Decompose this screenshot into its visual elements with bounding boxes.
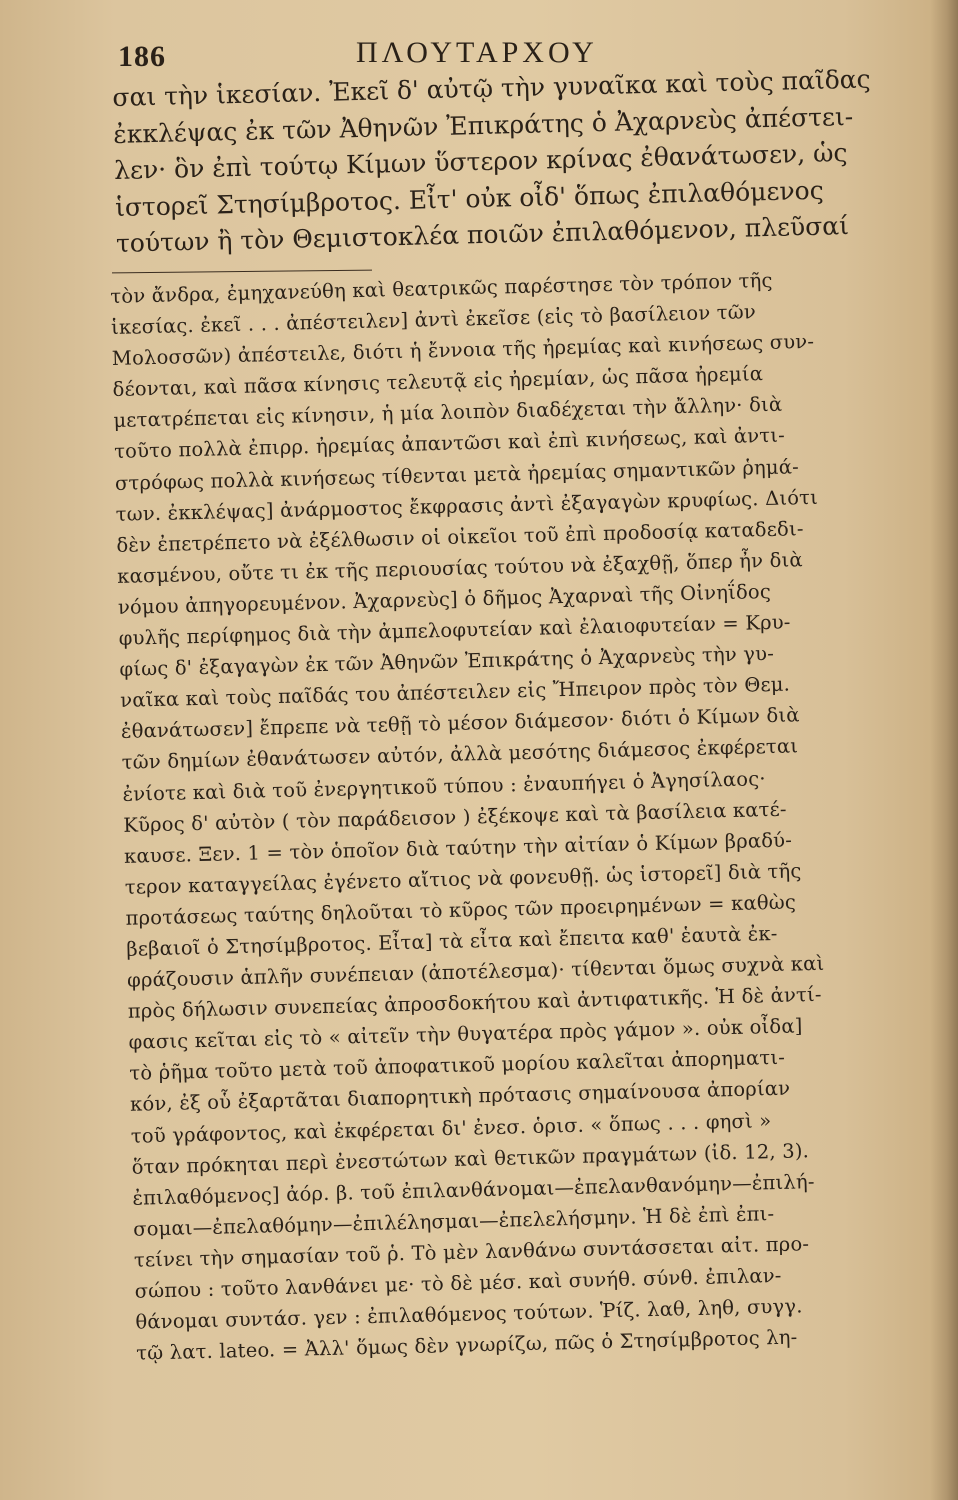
note-line: σομαι—ἐπελαθόμην—ἐπιλέλησμαι—ἐπελελήσμην. Ἡ δὲ ἐπὶ ἐπι- — [132, 1201, 775, 1241]
note-line: ἐπιλαθόμενος] ἀόρ. β. τοῦ ἐπιλανθάνομαι—ἐπελανθανόμην—ἐπιλή- — [132, 1169, 815, 1210]
note-line: φίως δ' ἐξαγαγὼν ἐκ τῶν Ἀθηνῶν Ἐπικράτης ὁ Ἀχαρνεὺς τὴν γυ- — [119, 642, 775, 682]
note-line: πρὸς δήλωσιν συνεπείας ἀπροσδοκήτου καὶ ἀντιφατικῆς. Ἡ δὲ ἀντί- — [127, 982, 822, 1023]
note-line: τὸ ῥῆμα τοῦτο μετὰ τοῦ ἀποφατικοῦ μορίου καλεῖται ἀπορηματι- — [129, 1046, 786, 1086]
note-line: τείνει τὴν σημασίαν τοῦ ῥ. Τὸ μὲν λανθάνω συντάσσεται αἰτ. προ- — [133, 1232, 810, 1272]
note-line: τερον καταγγείλας ἐγένετο αἴτιος νὰ φονευθῇ. ὡς ἱστορεῖ] διὰ τῆς — [124, 859, 802, 899]
note-line: σώπου : τοῦτο λανθάνει με· τὸ δὲ μέσ. καὶ συνήθ. σύνθ. ἐπιλαν- — [134, 1263, 782, 1303]
note-line: κασμένου, οὔτε τι ἐκ τῆς περιουσίας τούτου νὰ ἐξαχθῇ, ὅπερ ἦν διὰ — [116, 548, 804, 588]
note-line: τῶν δημίων ἐθανάτωσεν αὐτόν, ἀλλὰ μεσότης διάμεσος ἐκφέρεται — [121, 734, 799, 775]
footnote-rule — [112, 270, 372, 274]
note-line: Μολοσσῶν) ἀπέστειλε, διότι ἡ ἔννοια τῆς ἠρεμίας καὶ κινήσεως συν- — [111, 330, 815, 371]
note-line: τοῦτο πολλὰ ἐπιρρ. ἠρεμίας ἀπαντῶσι καὶ ἐπὶ κινήσεως, καὶ ἀντι- — [113, 424, 786, 464]
note-line: δέονται, καὶ πᾶσα κίνησις τελευτᾷ εἰς ἠρεμίαν, ὡς πᾶσα ἠρεμία — [112, 362, 764, 402]
main-text-line: ἐκκλέψας ἐκ τῶν Ἀθηνῶν Ἐπικράτης ὁ Ἀχαρνεὺς ἀπέστει- — [112, 101, 854, 149]
note-line: φυλῆς περίφημος διὰ τὴν ἀμπελοφυτείαν καὶ ἐλαιοφυτείαν = Κρυ- — [118, 610, 791, 650]
main-text-line: ἱστορεῖ Στησίμβροτος. Εἶτ' οὐκ οἶδ' ὅπως ἐπιλαθόμενος — [114, 175, 824, 222]
note-line: Κῦρος δ' αὐτὸν ( τὸν παράδεισον ) ἐξέκοψε καὶ τὰ βασίλεια κατέ- — [123, 797, 787, 837]
note-line: ναῖκα καὶ τοὺς παῖδάς του ἀπέστειλεν εἰς Ἤπειρον πρὸς τὸν Θεμ. — [119, 672, 791, 713]
note-line: ἱκεσίας. ἐκεῖ . . . ἀπέστειλεν] ἀντὶ ἐκεῖσε (εἰς τὸ βασίλειον τῶν — [110, 300, 757, 340]
page-number: 186 — [118, 40, 166, 73]
note-line: φράζουσιν ἁπλῆν συνέπειαν (ἀποτέλεσμα)· τίθενται ὅμως συχνὰ καὶ — [126, 951, 825, 992]
note-line: τοῦ γράφοντος, καὶ ἐκφέρεται δι' ἐνεσ. ὁρισ. « ὅπως . . . φησὶ » — [130, 1108, 772, 1148]
note-line: φασις κεῖται εἰς τὸ « αἰτεῖν τὴν θυγατέρα πρὸς γάμον ». οὐκ οἶδα] — [128, 1014, 803, 1055]
note-line: μετατρέπεται εἰς κίνησιν, ἡ μία λοιπὸν διαδέχεται τὴν ἄλλην· διὰ — [113, 392, 783, 433]
page-spine-shadow — [930, 0, 958, 1500]
running-head: ΠΛΟΥΤΑΡΧΟΥ — [356, 36, 598, 69]
main-text-line: λεν· ὃν ἐπὶ τούτῳ Κίμων ὕστερον κρίνας ἐθανάτωσεν, ὡς — [113, 138, 848, 185]
note-line: ἐνίοτε καὶ διὰ τοῦ ἐνεργητικοῦ τύπου : ἐναυπήγει ὁ Ἀγησίλαος· — [122, 766, 766, 806]
note-line: ἐθανάτωσεν] ἔπρεπε νὰ τεθῇ τὸ μέσον διάμεσον· διότι ὁ Κίμων διὰ — [120, 703, 800, 744]
note-line: προτάσεως ταύτης δηλοῦται τὸ κῦρος τῶν προειρημένων = καθὼς — [125, 890, 797, 930]
note-line: τῷ λατ. lateo. = Ἀλλ' ὅμως δὲν γνωρίζω, πῶς ὁ Στησίμβροτος λη- — [135, 1325, 798, 1365]
commentary-notes — [110, 262, 906, 1369]
note-line: θάνομαι συντάσ. γεν : ἐπιλαθόμενος τούτων. Ῥίζ. λαθ, ληθ, συγγ. — [135, 1294, 803, 1334]
note-line: στρόφως πολλὰ κινήσεως τίθενται μετὰ ἠρεμίας σημαντικῶν ῥημά- — [114, 454, 800, 495]
note-line: καυσε. Ξεν. 1 = τὸν ὁποῖον διὰ ταύτην τὴν αἰτίαν ὁ Κίμων βραδύ- — [123, 828, 793, 868]
main-text-line: τούτων ἢ τὸν Θεμιστοκλέα ποιῶν ἐπιλαθόμενον, πλεῦσαί — [115, 211, 850, 258]
main-text-line: σαι τὴν ἱκεσίαν. Ἐκεῖ δ' αὐτῷ τὴν γυναῖκα καὶ τοὺς παῖδας — [112, 64, 871, 112]
note-line: τὸν ἄνδρα, ἐμηχανεύθη καὶ θεατρικῶς παρέστησε τὸν τρόπον τῆς — [110, 268, 773, 308]
note-line: νόμου ἀπηγορευμένον. Ἀχαρνεὺς] ὁ δῆμος Ἀχαρναὶ τῆς Οἰνηΐδος — [117, 579, 772, 619]
note-line: δὲν ἐπετρέπετο νὰ ἐξέλθωσιν οἱ οἰκεῖοι τοῦ ἐπὶ προδοσίᾳ καταδεδι- — [116, 516, 804, 557]
note-line: ὅταν πρόκηται περὶ ἐνεστώτων καὶ θετικῶν πραγμάτων (ἰδ. 12, 3). — [131, 1138, 810, 1179]
note-line: βεβαιοῖ ὁ Στησίμβροτος. Εἶτα] τὰ εἶτα καὶ ἔπειτα καθ' ἑαυτὰ ἐκ- — [126, 921, 778, 961]
note-line: κόν, ἐξ οὗ ἐξαρτᾶται διαπορητικὴ πρότασις σημαίνουσα ἀπορίαν — [129, 1077, 791, 1117]
note-line: των. ἐκκλέψας] ἀνάρμοστος ἔκφρασις ἀντὶ ἐξαγαγὼν κρυφίως. Διότι — [115, 485, 819, 526]
main-text — [112, 61, 876, 262]
